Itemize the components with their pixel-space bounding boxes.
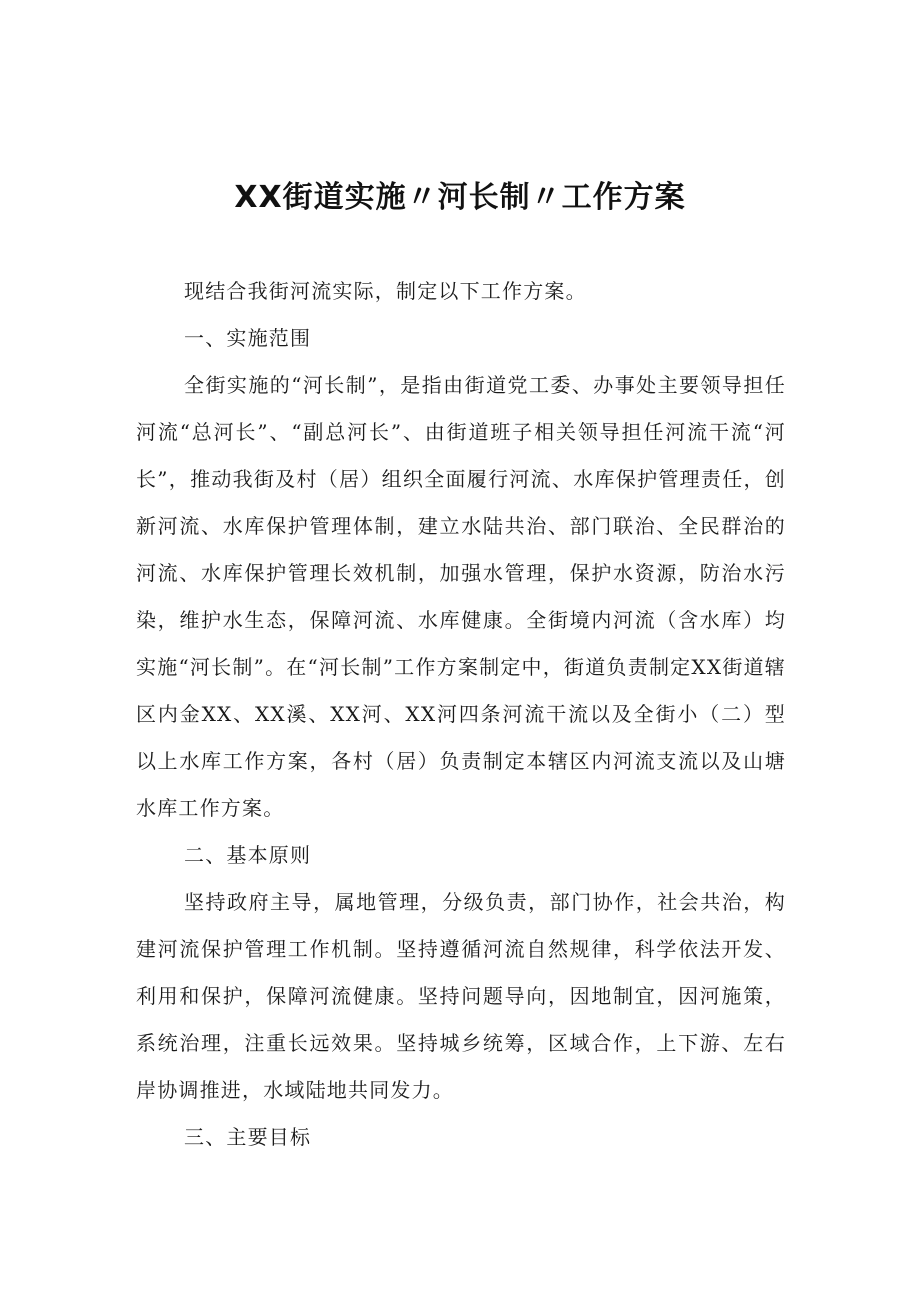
document-title: XX街道实施〃河长制〃工作方案 bbox=[234, 180, 686, 215]
intro-paragraph: 现结合我街河流实际，制定以下工作方案。 bbox=[184, 279, 587, 303]
section-paragraph-principles: 坚持政府主导，属地管理，分级负责，部门协作，社会共治，构建河流保护管理工作机制。坚持遵循河流自然规律，科学依法开发、利用和保护，保障河流健康。坚持问题导向，因地制宜，因河施策，系统治理，注重长远效果。坚持城乡统筹，区域合作，上下游、左右岸协调推进，水域陆地共同发力。 bbox=[136, 890, 786, 1102]
section-heading-goals: 三、主要目标 bbox=[184, 1125, 312, 1149]
section-heading-scope: 一、实施范围 bbox=[184, 326, 312, 350]
section-paragraph-scope: 全街实施的“河长制”，是指由街道党工委、办事处主要领导担任河流“总河长”、“副总河长”、由街道班子相关领导担任河流干流“河长”，推动我街及村（居）组织全面履行河流、水库保护管理责任，创新河流、水库保护管理体制，建立水陆共治、部门联治、全民群治的河流、水库保护管理长效机制，加强水管理，保护水资源，防治水污染，维护水生态，保障河流、水库健康。全街境内河流（含水库）均实施“河长制”。在“河长制”工作方案制定中，街道负责制定XX街道辖区内金XX、XX溪、XX河、XX河四条河流干流以及全街小（二）型以上水库工作方案，各村（居）负责制定本辖区内河流支流以及山塘水库工作方案。 bbox=[136, 373, 786, 820]
section-heading-principles: 二、基本原则 bbox=[184, 843, 312, 867]
document-body bbox=[136, 268, 786, 1161]
